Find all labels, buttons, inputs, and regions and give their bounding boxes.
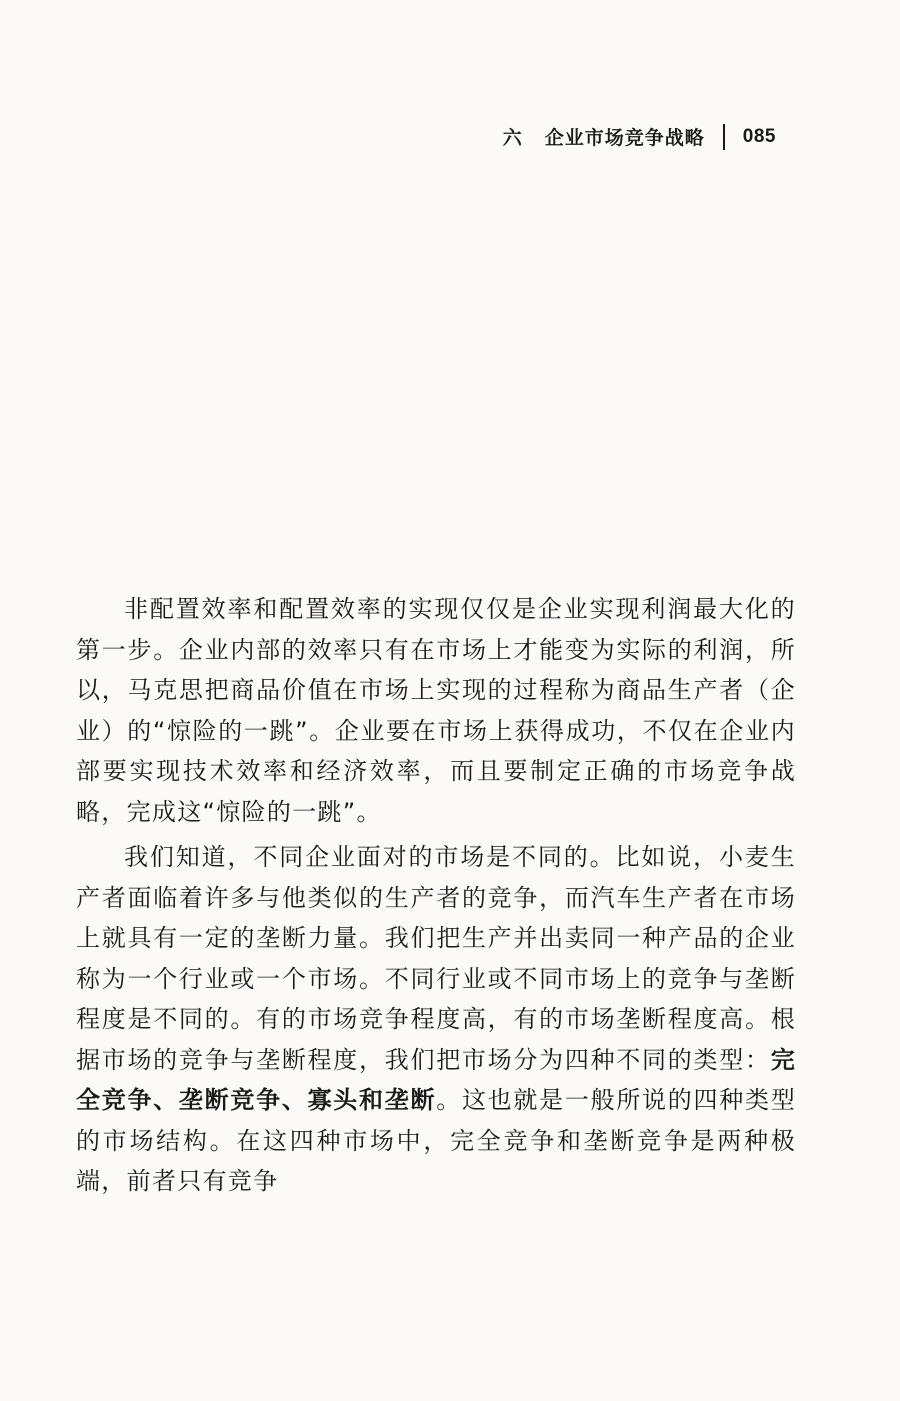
header-divider [723,124,725,150]
paragraph-2-continuation: 。这也就是一般所说的四种类型的市场结构。在这四种市场中，完全竞争和垄断竞争是两种极端，前者只有竞争 [76,1086,796,1195]
market-types-bold: 完全竞争、垄断竞争、寡头和垄断 [76,1045,796,1114]
chapter-title: 企业市场竞争战略 [544,127,705,149]
page-number: 085 [742,125,776,147]
paragraph-2-text: 我们知道，不同企业面对的市场是不同的。比如说，小麦生产者面临着许多与他类似的生产者的竞争，而汽车生产者在市场上就具有一定的垄断力量。我们把生产并出卖同一种产品的企业称为一个行业或一个市场。不同行业或不同市场上的竞争与垄断程度是不同的。有的市场竞争程度高，有的市场垄断程度高。根据市场的竞争与垄断程度，我们把市场分为四种不同的类型： [76,843,796,1074]
paragraph-2 [76,837,796,1202]
paragraph-1: 非配置效率和配置效率的实现仅仅是企业实现利润最大化的第一步。企业内部的效率只有在市场上才能变为实际的利润，所以，马克思把商品价值在市场上实现的过程称为商品生产者（企业）的“惊险的一跳”。企业要在市场上获得成功，不仅在企业内部要实现技术效率和经济效率，而且要制定正确的市场竞争战略，完成这“惊险的一跳”。 [76,595,796,826]
page-body [76,589,796,1207]
running-header [503,123,776,150]
chapter-number: 六 [502,127,523,149]
